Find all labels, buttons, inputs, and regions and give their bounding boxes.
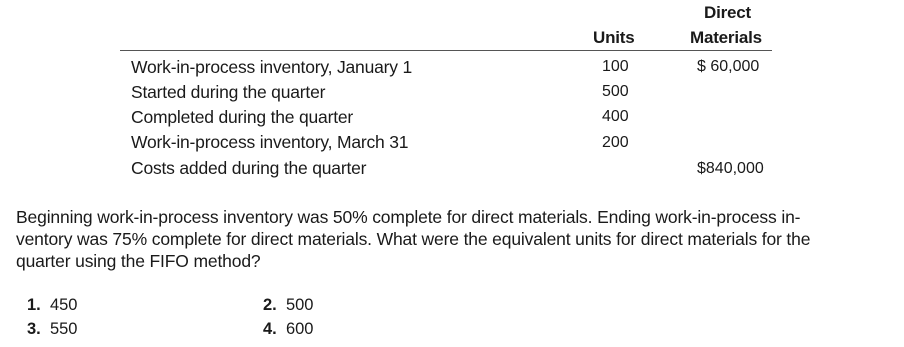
- answer-number: 1.: [27, 296, 41, 314]
- answer-number: 2.: [263, 296, 277, 314]
- answer-value: 450: [49, 296, 78, 314]
- header-materials-line2: Materials: [690, 28, 762, 47]
- row-units-wip-jan: 100: [602, 58, 629, 75]
- row-label-wip-mar: Work-in-process inventory, March 31: [131, 132, 409, 152]
- row-units-completed: 400: [602, 108, 629, 125]
- question-line-2: ventory was 75% complete for direct materials. What were the equivalent units for direct materials for the: [16, 229, 811, 249]
- row-materials-costs-added: $840,000: [697, 160, 764, 177]
- question-text: [16, 206, 896, 272]
- row-label-costs-added: Costs added during the quarter: [131, 158, 367, 178]
- row-label-wip-jan: Work-in-process inventory, January 1: [131, 57, 413, 77]
- header-rule: [120, 50, 772, 51]
- answer-option-2: [263, 296, 313, 315]
- row-label-completed: Completed during the quarter: [131, 107, 354, 127]
- header-units: Units: [593, 28, 635, 47]
- answer-value: 600: [285, 320, 314, 338]
- answer-value: 500: [285, 296, 314, 314]
- answer-option-4: [263, 320, 313, 339]
- answer-value: 550: [49, 320, 78, 338]
- row-units-started: 500: [602, 83, 629, 100]
- answer-number: 3.: [27, 320, 41, 338]
- row-materials-wip-jan: $ 60,000: [697, 58, 760, 75]
- question-line-1: Beginning work-in-process inventory was 50% complete for direct materials. Ending work-in-process in-: [16, 207, 801, 227]
- answer-option-1: [27, 296, 77, 315]
- answer-number: 4.: [263, 320, 277, 338]
- row-units-wip-mar: 200: [602, 134, 629, 151]
- row-label-started: Started during the quarter: [131, 82, 326, 102]
- header-materials-line1: Direct: [704, 3, 751, 22]
- answer-option-3: [27, 320, 77, 339]
- question-line-3: quarter using the FIFO method?: [16, 251, 261, 271]
